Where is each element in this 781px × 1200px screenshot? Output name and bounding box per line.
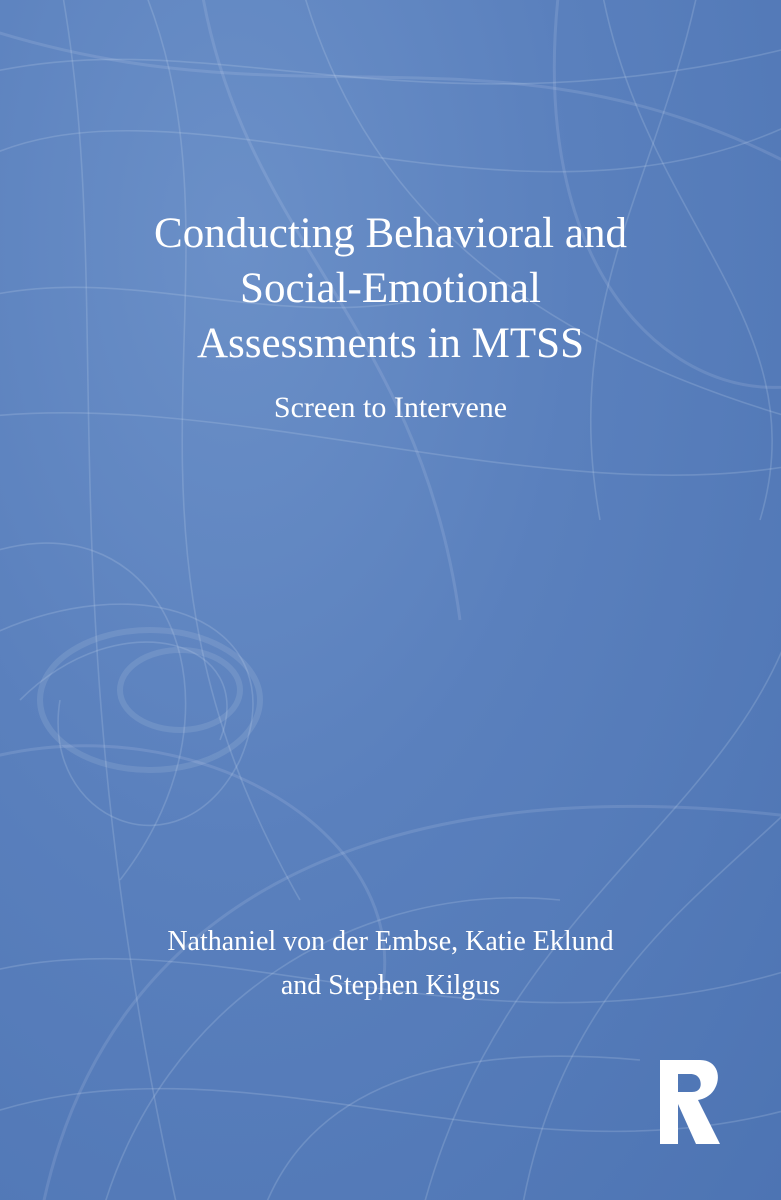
book-authors [40, 920, 741, 1008]
author-line: and Stephen Kilgus [280, 970, 501, 1001]
title-line: Assessments in MTSS [196, 320, 585, 367]
title-line: Social-Emotional [240, 265, 541, 312]
title-line: Conducting Behavioral and [154, 210, 627, 257]
author-line: Nathaniel von der Embse, Katie Eklund [167, 926, 614, 957]
book-subtitle: Screen to Intervene [273, 391, 508, 424]
book-title [40, 206, 741, 371]
publisher-name: ROUTLEDGE [664, 1072, 675, 1140]
